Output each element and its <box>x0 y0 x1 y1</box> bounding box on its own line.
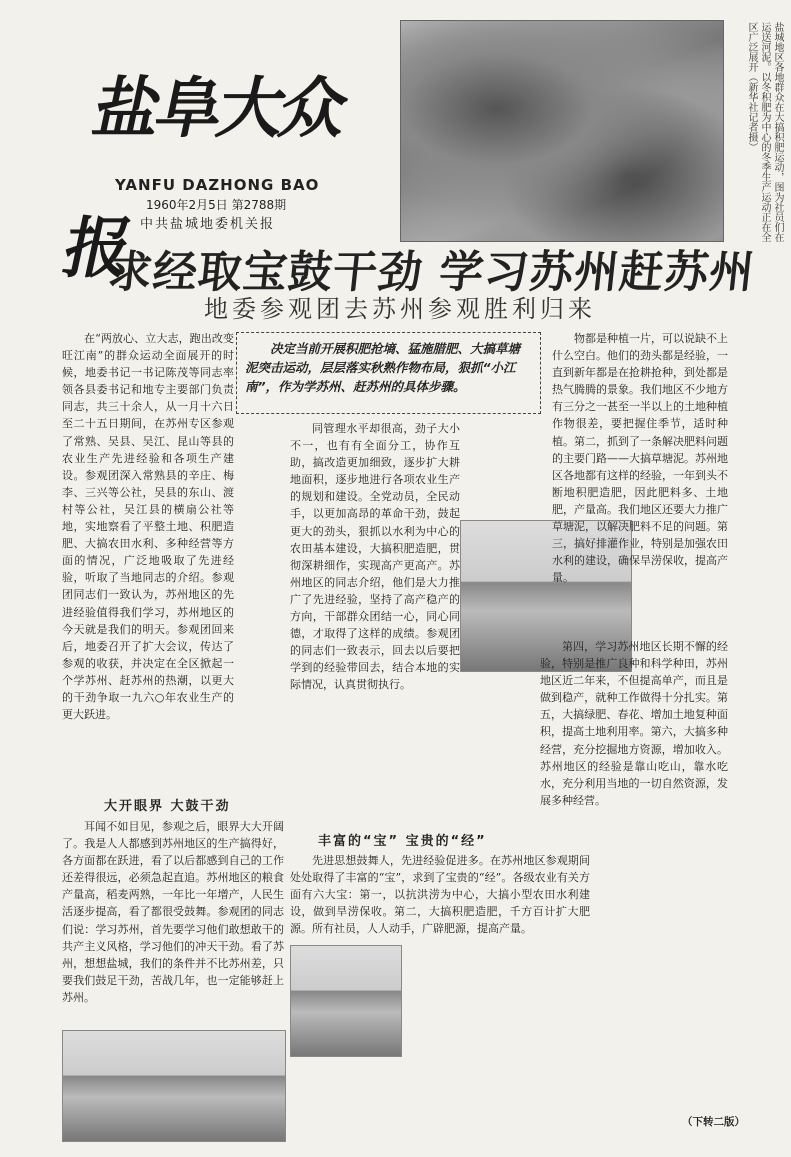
section-head-1: 大开眼界 大鼓干劲 <box>104 799 231 814</box>
column-3-text-b: 第四，学习苏州地区长期不懈的经验，特别是推广良种和科学种田，苏州地区近二年来，不但提高单产，而且是做到稳产，就种工作做得十分扎实。第五，大搞绿肥、春花、增加土地复种面积，提高土地利用率。第六，大搞多种经营，充分挖掘地方资源，增加收入。苏州地区的经验是靠山吃山，靠水吃水，充分利用当地的一切自然资源，发展多种经营。 <box>540 640 728 807</box>
sub-headline: 地委参观团去苏州参观胜利归来 <box>204 295 596 323</box>
column-1-text-b: 耳闻不如目见，参观之后，眼界大大开阔了。我是人人都感到苏州地区的生产搞得好，各方面都在跃进，看了以后都感到自己的工作还差得很远，必须急起直追。苏州地区的粮食产量高，稻麦两熟，一年比一年增产，人民生活逐步提高，看了都很受鼓舞。参观团的同志们说：学习苏州，首先要学习他们敢想敢干的共产主义风格，学习他们的冲天干劲。看了苏州，想想盐城，我们的条件并不比苏州差，只要我们鼓足干劲，苦战几年，也一定能够赶上苏州。 <box>62 820 284 1004</box>
column-1-text: 在“两放心、立大志，跑出改变旺江南”的群众运动全面展开的时候，地委书记一书记陈茂等同志率领各县委书记和地专主要部门负责同志，共三十余人，从一月十六日至二十五日期间，在苏州专区参观了常熟、吴县、吴江、昆山等县的农业生产先进经验和各项生产建设。参观团深入常熟县的辛庄、梅李、三兴等公社，吴县的东山、渡村等公社，吴江县的横扇公社等地，实地察看了平整土地、积肥造肥、大搞农田水利、多种经营等方面的情况，广泛地吸取了先进经验，听取了当地同志的介绍。参观团同志们一致认为，苏州地区的先进经验值得我们学习，苏州地区的今天就是我们的明天。参观团回来后，地委召开了扩大会议，传达了参观的收获，并决定在全区掀起一个学苏州、赶苏州的热潮，以更大的干劲争取一九六○年农业生产的更大跃进。 <box>62 332 234 722</box>
farm-illustration <box>62 1030 286 1142</box>
masthead-publisher: 中共盐城地委机关报 <box>140 217 276 232</box>
masthead-title: 盐阜大众报 <box>56 69 352 287</box>
column-2-text: 同管理水平却很高，劲子大小不一，也有有全面分工，协作互助，搞改造更加细致，逐步扩大耕地面积，逐步地进行各项农业生产的规划和建设。全党动员，全民动手，以更加高昂的革命干劲，鼓起更大的劲头，狠抓以水利为中心的农田基本建设，大搞积肥造肥，贯彻深耕细作，实现高产更高产。苏州地区的同志介绍，他们是大力推广了先进经验，坚持了高产稳产的方向，干部群众团结一心，同心同德，才取得了这样的成绩。参观团的同志们一致表示，回去以后要把学到的经验带回去，结合本地的实际情况，认真贯彻执行。 <box>290 422 460 692</box>
main-headline: 求经取宝鼓干劲 学习苏州赶苏州 <box>105 247 758 298</box>
continued-note: （下转二版） <box>682 1116 745 1128</box>
section-head-2: 丰富的“宝” 宝贵的“经” <box>318 834 487 849</box>
masthead-pinyin: YANFU DAZHONG BAO <box>115 176 320 194</box>
column-3-text: 物都是种植一片，可以说缺不上什么空白。他们的劲头都是经验，一直到新年都是在抢耕抢种，到处都是热气腾腾的景象。我们地区不少地方有三分之一甚至一半以上的土地种植作物很差，要把握住季节，适时种植。第二，抓到了一条解决肥料问题的主要门路——大搞草塘泥。苏州地区各地都有这样的经验，一年到头不断地积肥造肥，因此肥料多、土地肥，产量高。我们地区还要大力推广草塘泥，以解决肥料不足的问题。第三，搞好排灌作业，特别是加强农田水利的建设，确保旱涝保收，提高产量。 <box>552 332 728 585</box>
boxed-summary: 决定当前开展积肥抢墒、猛施腊肥、大搞草塘泥突击运动，层层落实秋熟作物布局，狠抓“小江南”，作为学苏州、赶苏州的具体步骤。 <box>236 332 541 414</box>
field-illustration <box>290 945 402 1057</box>
column-2-text-b: 先进思想鼓舞人，先进经验促进多。在苏州地区参观期间处处取得了丰富的“宝”，求到了宝贵的“经”。各级农业有关方面有六大宝：第一，以抗洪涝为中心，大搞小型农田水利建设，做到旱涝保收。第二，大搞积肥造肥，千方百计扩大肥源。所有社员，人人动手，广辟肥源，提高产量。 <box>290 854 590 936</box>
masthead-dateline: 1960年2月5日 第2788期 <box>146 198 287 212</box>
photo-caption: 盐城地区各地群众在大搞积肥运动，图为社员们在运送河泥。以冬积肥为中心的冬季生产运动正在全区广泛展开（新华社记者摄） <box>746 22 783 242</box>
news-photo <box>400 20 724 242</box>
